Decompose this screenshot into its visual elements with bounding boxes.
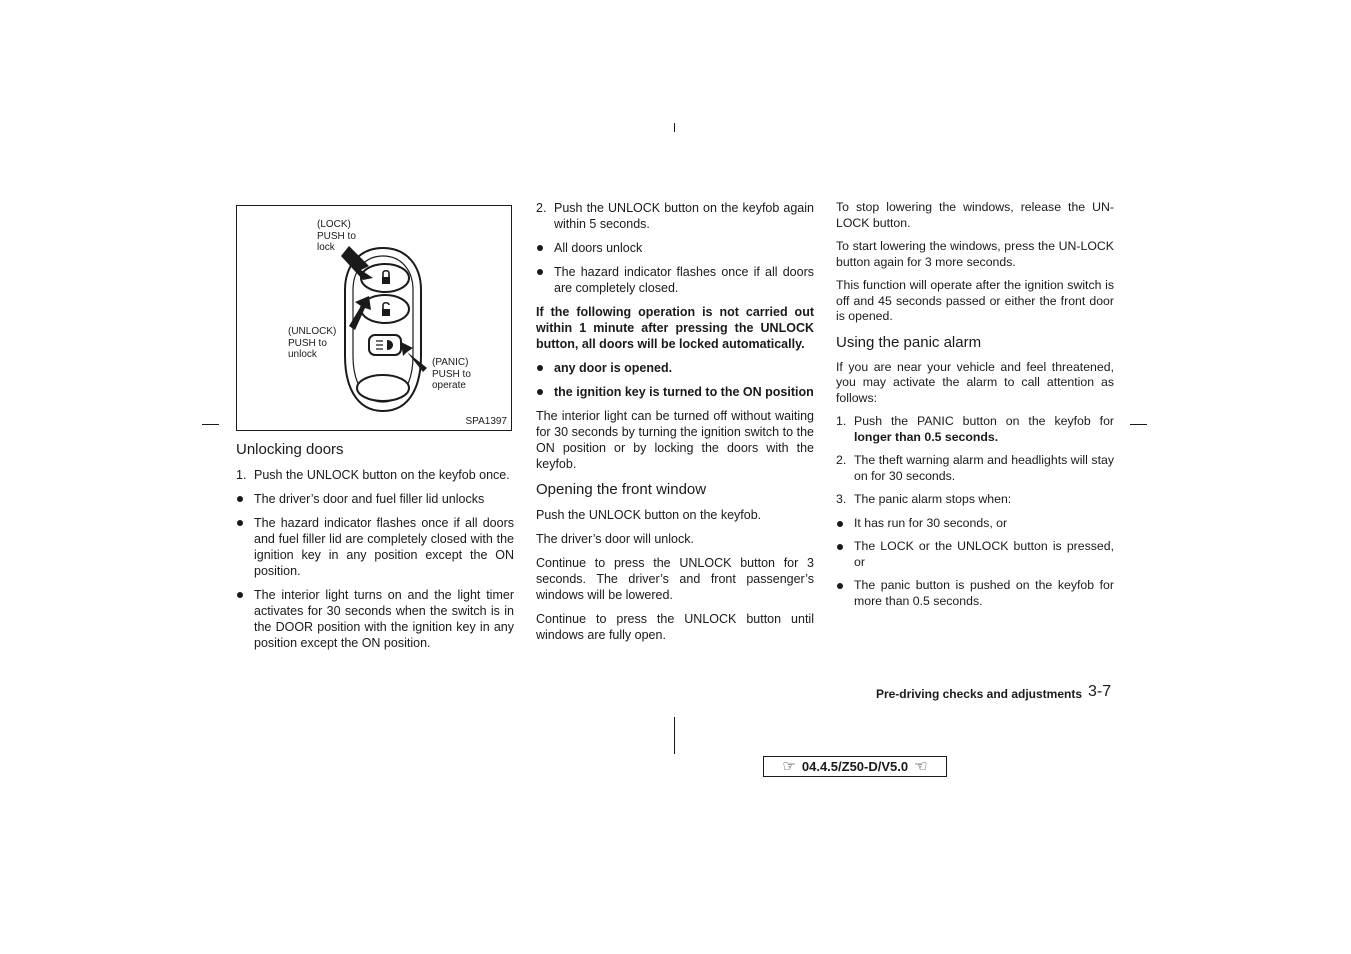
crop-mark-bottom [674,717,675,754]
step-item [836,492,1114,508]
paragraph: The driver’s door will unlock. [536,532,694,546]
pointing-hand-right-icon: ☞ [782,758,796,775]
version-code-box [763,756,947,777]
step-number: 2. [536,201,547,215]
crop-mark-right [1130,424,1147,425]
bullet-dot-icon [837,544,843,550]
bullet-text: All doors unlock [554,241,643,255]
lock-label [317,219,356,254]
step-number: 2. [836,453,847,467]
unlock-label-line: (UNLOCK) [288,326,337,337]
crop-mark-left [202,424,219,425]
paragraph: Continue to press the UNLOCK button until windows are fully open. [536,612,814,642]
interior-light-paragraph: The interior light can be turned off without waiting for 30 seconds by turning the ignition switch to the ON position or by locking the doors with the keyfob. [536,409,814,471]
step-text: The panic alarm stops when: [854,492,1012,506]
bullet-dot-icon [237,520,243,526]
keyfob-illustration [237,206,511,430]
step-item [236,467,514,483]
step-item [836,414,1114,445]
bullet-dot-icon [837,583,843,589]
unlock-label-line: unlock [288,349,317,360]
bullet-item [836,539,1114,570]
step-text-bold: longer than 0.5 seconds. [854,429,999,444]
bullet-text: The driver’s door and fuel filler lid unlocks [254,492,485,506]
section-heading-panic-alarm: Using the panic alarm [836,333,982,351]
bullet-item [236,515,514,579]
bullet-dot-icon [837,521,843,527]
pointing-hand-left-icon: ☜ [914,758,928,775]
column-3 [836,200,1114,609]
figure-code: SPA1397 [465,416,507,427]
bullet-dot-icon [537,389,543,395]
paragraph: If you are near your vehicle and feel threatened, you may activate the alarm to call attention as follows: [836,359,1114,405]
panic-label-line: operate [432,380,466,391]
auto-lock-warning: If the following operation is not carried out within 1 minute after pressing the UNLOCK button, all doors will be locked automatically. [536,305,814,351]
section-heading-front-window: Opening the front window [536,481,707,498]
paragraph: Push the UNLOCK button on the keyfob. [536,508,762,522]
paragraph: To stop lowering the windows, release the UN-LOCK button. [836,200,1114,230]
bullet-text: The interior light turns on and the light timer activates for 30 seconds when the switch is in the DOOR position with the ignition key in any position except the ON position. [254,588,514,650]
bullet-text: The LOCK or the UNLOCK button is pressed, or [854,539,1114,569]
paragraph: Continue to press the UNLOCK button for 3 seconds. The driver’s and front passenger’s windows will be lowered. [536,556,814,602]
step-text: The theft warning alarm and headlights will stay on for 30 seconds. [854,453,1114,483]
lock-label-line: lock [317,242,335,253]
bullet-dot-icon [237,496,243,502]
lock-label-line: PUSH to [317,230,356,242]
bullet-dot-icon [537,269,543,275]
lock-glyph-body [382,277,390,284]
bullet-text: The hazard indicator flashes once if all doors and fuel filler lid are completely closed with the ignition key in any position except the ON position. [254,516,514,578]
bullet-dot-icon [537,365,543,371]
bullet-item [536,384,814,400]
bullet-dot-icon [537,245,543,251]
bullet-item [536,264,814,296]
panic-label-line: (PANIC) [432,357,469,368]
bullet-dot-icon [237,592,243,598]
panic-button-shape [369,335,401,355]
paragraph: To start lowering the windows, press the UN-LOCK button again for 3 more seconds. [836,239,1114,269]
bullet-text: The hazard indicator flashes once if all doors are completely closed. [554,265,814,295]
section-heading-unlocking-doors: Unlocking doors [236,441,344,458]
bullet-item [236,587,514,651]
bullet-item [836,578,1114,609]
step-item [536,200,814,232]
step-text: Push the UNLOCK button on the keyfob again within 5 seconds. [554,201,814,231]
unlock-glyph-body [382,309,390,316]
bullet-item [836,516,1114,532]
step-text: Push the UNLOCK button on the keyfob once. [254,468,510,482]
bullet-item [236,491,514,507]
version-code: 04.4.5/Z50-D/V5.0 [801,759,909,774]
bullet-text: any door is opened. [554,361,673,375]
bullet-text: It has run for 30 seconds, or [854,515,1008,530]
lock-label-line: (LOCK) [317,219,351,230]
step-number: 1. [836,414,847,428]
step-text: Push the PANIC button on the keyfob for [854,414,1114,428]
step-item [836,453,1114,484]
step-number: 3. [836,492,847,506]
bullet-text: the ignition key is turned to the ON position [554,385,814,399]
column-1 [236,441,514,651]
bullet-text: The panic button is pushed on the keyfob for more than 0.5 seconds. [854,578,1114,608]
column-2 [536,200,814,643]
bullet-item [536,360,814,376]
keyfob-figure [236,205,512,431]
bullet-item [536,240,814,256]
unlock-label-line: PUSH to [288,337,327,349]
unlock-label [288,326,336,361]
trunk-button-shape [357,375,409,401]
crop-mark-top [674,123,675,132]
footer-section-title: Pre-driving checks and adjustments [875,687,1082,701]
page-number: 3-7 [1088,683,1112,700]
step-number: 1. [236,468,247,482]
panic-label [432,357,471,392]
paragraph: This function will operate after the ignition switch is off and 45 seconds passed or either the front door is opened. [836,278,1114,323]
panic-label-line: PUSH to [432,368,471,380]
